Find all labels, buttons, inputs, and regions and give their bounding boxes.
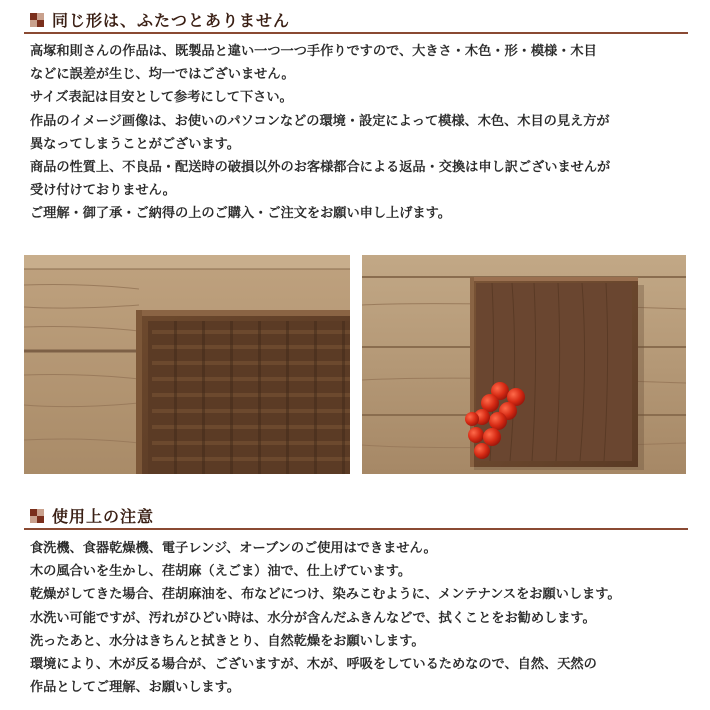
- section-body-usage-notes: [30, 537, 690, 699]
- text-line: 作品のイメージ画像は、お使いのパソコンなどの環境・設定によって模様、木色、木目の見え方が: [30, 113, 610, 129]
- section-header-identical-shapes: [24, 4, 688, 34]
- text-line: 異なってしまうことがございます。: [30, 136, 240, 152]
- text-line: 商品の性質上、不良品・配送時の破損以外のお客様都合による返品・交換は申し訳ございませんが: [30, 160, 611, 176]
- tray-corner-closeup-photo: [24, 255, 350, 474]
- section-divider: [24, 528, 688, 530]
- section-title: 同じ形は、ふたつとありません: [52, 11, 291, 30]
- tray-with-tomatoes-photo: [362, 255, 686, 474]
- text-line: などに誤差が生じ、均一ではございません。: [30, 67, 295, 83]
- checker-square-icon: [30, 13, 44, 27]
- checker-square-icon: [30, 509, 44, 523]
- text-line: 受け付けておりません。: [30, 183, 176, 199]
- section-body-identical-shapes: [30, 40, 690, 226]
- text-line: ご理解・御了承・ご納得の上のご購入・ご注文をお願い申し上げます。: [30, 206, 451, 222]
- text-line: 高塚和則さんの作品は、既製品と違い一つ一つ手作りですので、大きさ・木色・形・模様・木目: [30, 44, 597, 59]
- section-title: 使用上の注意: [52, 507, 155, 526]
- text-line: サイズ表記は目安として参考にして下さい。: [30, 90, 293, 106]
- text-line: 作品としてご理解、お願いします。: [30, 680, 240, 696]
- text-line: 木の風合いを生かし、荏胡麻（えごま）油で、仕上げています。: [30, 564, 412, 580]
- section-divider: [24, 32, 688, 34]
- text-line: 乾燥がしてきた場合、荏胡麻油を、布などにつけ、染みこむように、メンテナンスをお願いします。: [30, 587, 621, 603]
- text-line: 環境により、木が反る場合が、ございますが、木が、呼吸をしているためなので、自然、天然の: [30, 657, 597, 673]
- section-header-usage-notes: [24, 500, 688, 530]
- text-line: 水洗い可能ですが、汚れがひどい時は、水分が含んだふきんなどで、拭くことをお勧めします。: [30, 610, 596, 626]
- text-line: 食洗機、食器乾燥機、電子レンジ、オーブンのご使用はできません。: [30, 541, 437, 556]
- text-line: 洗ったあと、水分はきちんと拭きとり、自然乾燥をお願いします。: [30, 633, 425, 649]
